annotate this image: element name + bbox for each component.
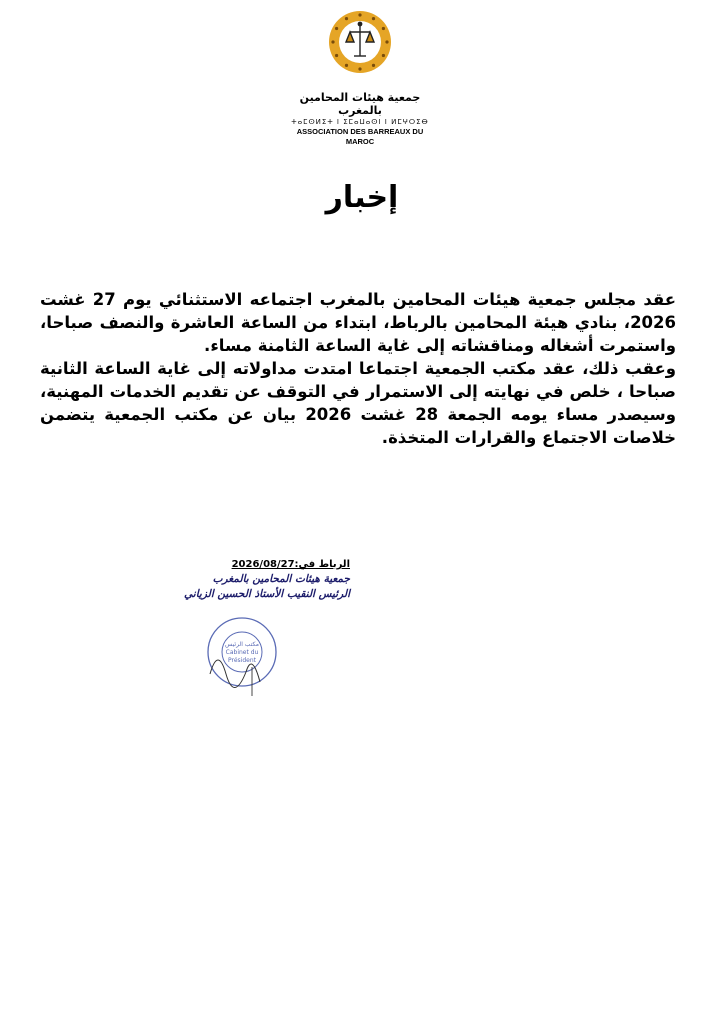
letterhead xyxy=(290,10,430,147)
stamp-text-3: Président xyxy=(228,657,256,664)
stamp-text-1: مكتب الرئيس xyxy=(224,641,260,648)
signature-org: جمعية هيئات المحامين بالمغرب xyxy=(212,573,350,585)
signature-president: الرئيس النقيب الأستاذ الحسين الزياني xyxy=(184,588,350,600)
signature-block xyxy=(150,557,350,602)
handwritten-signature xyxy=(210,660,260,688)
org-name-french: ASSOCIATION DES BARREAUX DU MAROC xyxy=(296,127,424,146)
body-paragraph-2: وعقب ذلك، عقد مكتب الجمعية اجتماعا امتدت مداولاته إلى غاية الساعة الثانية صباحا ، خلص في نهايته إلى الاستمرار في التوقف عن تقديم الخدمات المهنية، وسيصدر مساء يومه الجمعة 28 غشت 2026 بيان عن مكتب الجمعية يتضمن خلاصات الاجتماع والقرارات المتخذة. xyxy=(40,359,676,447)
body-paragraph-1: عقد مجلس جمعية هيئات المحامين بالمغرب اجتماعه الاستثنائي يوم 27 غشت 2026، بنادي هيئة المحامين بالرباط، ابتداء من الساعة العاشرة والنصف صباحا، واستمرت أشغاله ومناقشاته إلى غاية الساعة الثامنة مساء. xyxy=(40,290,676,355)
document-body xyxy=(40,288,676,449)
org-name-tifinagh: ⵜⴰⵎⵙⵍⵉⵜ ⵏ ⵉⵎⴰⵡⴰⵙⵏ ⵏ ⵍⵎⵖⵔⵉⴱ xyxy=(291,118,429,126)
signature-date: الرباط في:2026/08/27 xyxy=(231,559,350,570)
association-logo xyxy=(328,10,392,90)
document-title: إخبار xyxy=(325,180,399,215)
org-name-arabic: جمعية هيئات المحامين بالمغرب xyxy=(299,91,421,117)
official-stamp xyxy=(200,612,290,702)
stamp-text-2: Cabinet du xyxy=(225,649,259,656)
